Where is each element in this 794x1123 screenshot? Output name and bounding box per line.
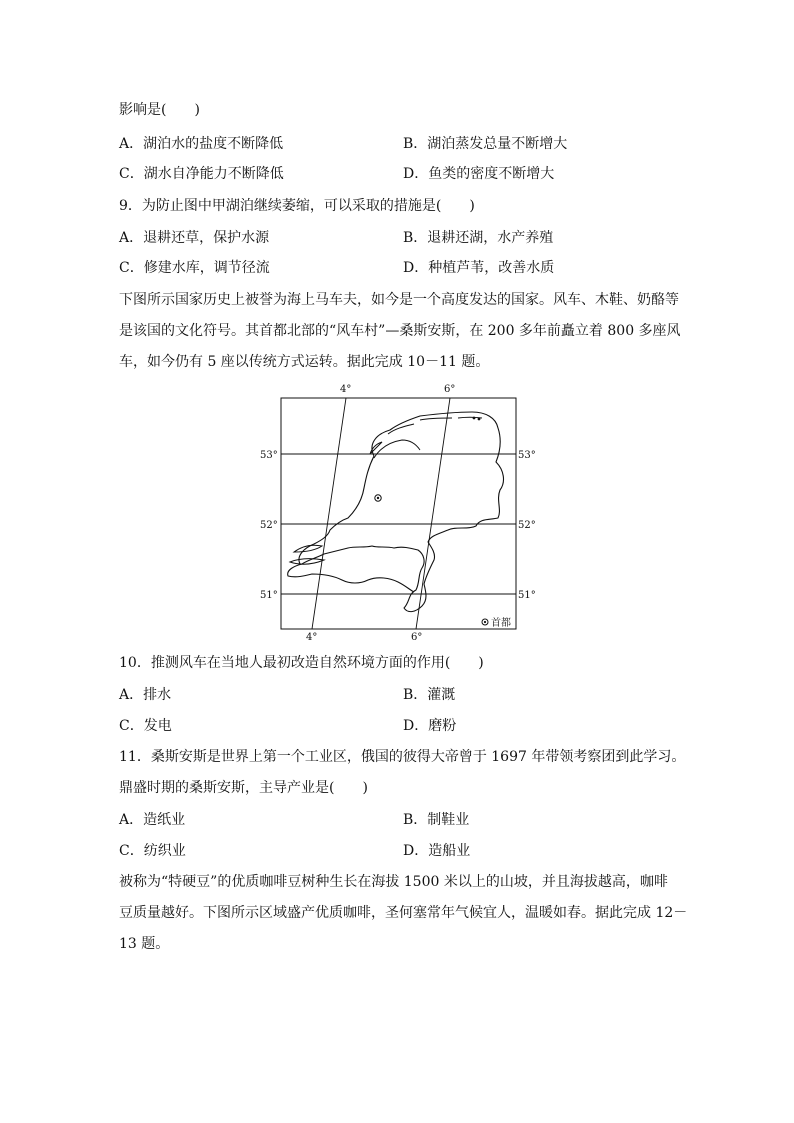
passage1-line-3: 车，如今仍有 5 座以传统方式运转。据此完成 10－11 题。 [119, 354, 490, 370]
q11-stem-line-1: 11．桑斯安斯是世界上第一个工业区，俄国的彼得大帝曾于 1697 年带领考察团到此学习。 [119, 749, 686, 765]
q9-option-a: A．退耕还草，保护水源 [119, 230, 270, 246]
q9-option-c: C．修建水库，调节径流 [119, 260, 270, 276]
legend-label: 首都 [491, 618, 511, 629]
q11-option-d: D．造船业 [403, 843, 471, 859]
lat-label-left-51: 51° [260, 590, 278, 601]
passage2-line-3: 13 题。 [119, 936, 170, 952]
passage2-line-1: 被称为“特硬豆”的优质咖啡豆树种生长在海拔 1500 米以上的山坡，并且海拔越高，咖啡 [119, 874, 668, 890]
q9-stem: 9．为防止图中甲湖泊继续萎缩，可以采取的措施是( ) [119, 198, 475, 214]
lat-label-right-51: 51° [518, 590, 536, 601]
lon-label-top-4: 4° [340, 384, 352, 395]
q11-option-a: A．造纸业 [119, 812, 186, 828]
legend-capital-icon-dot [484, 621, 486, 623]
q8-option-d: D．鱼类的密度不断增大 [403, 166, 555, 182]
q10-stem: 10．推测风车在当地人最初改造自然环境方面的作用( ) [119, 655, 484, 671]
q10-option-a: A．排水 [119, 687, 172, 703]
lat-label-right-53: 53° [518, 450, 536, 461]
netherlands-map [250, 378, 550, 640]
lat-label-left-53: 53° [260, 450, 278, 461]
lon-label-bottom-4: 4° [306, 632, 318, 640]
q10-option-b: B．灌溉 [403, 687, 456, 703]
lat-label-right-52: 52° [518, 520, 536, 531]
q8-option-a: A．湖泊水的盐度不断降低 [119, 136, 284, 152]
q8-option-c: C．湖水自净能力不断降低 [119, 166, 284, 182]
q11-option-b: B．制鞋业 [403, 812, 470, 828]
passage2-line-2: 豆质量越好。下图所示区域盛产优质咖啡，圣何塞常年气候宜人，温暖如春。据此完成 12－ [119, 905, 688, 921]
islet-dot [478, 418, 481, 421]
q8-option-b: B．湖泊蒸发总量不断增大 [403, 136, 568, 152]
lat-label-left-52: 52° [260, 520, 278, 531]
wadden-islands [370, 417, 482, 454]
passage1-line-2: 是该国的文化符号。其首都北部的“风车村”—桑斯安斯，在 200 多年前矗立着 800 多座风 [119, 323, 681, 339]
q9-option-b: B．退耕还湖，水产养殖 [403, 230, 554, 246]
q10-option-c: C．发电 [119, 718, 172, 734]
capital-symbol-dot [377, 497, 379, 499]
lon-label-top-6: 6° [444, 384, 456, 395]
q9-option-d: D．种植芦苇，改善水质 [403, 260, 555, 276]
q11-stem-line-2: 鼎盛时期的桑斯安斯，主导产业是( ) [119, 780, 368, 796]
q8-stem-tail: 影响是( ) [119, 102, 200, 118]
q10-option-d: D．磨粉 [403, 718, 457, 734]
q11-option-c: C．纺织业 [119, 843, 186, 859]
islet-dot [473, 417, 476, 420]
passage1-line-1: 下图所示国家历史上被誉为海上马车夫，如今是一个高度发达的国家。风车、木鞋、奶酪等 [119, 292, 679, 308]
lon-label-bottom-6: 6° [411, 632, 423, 640]
